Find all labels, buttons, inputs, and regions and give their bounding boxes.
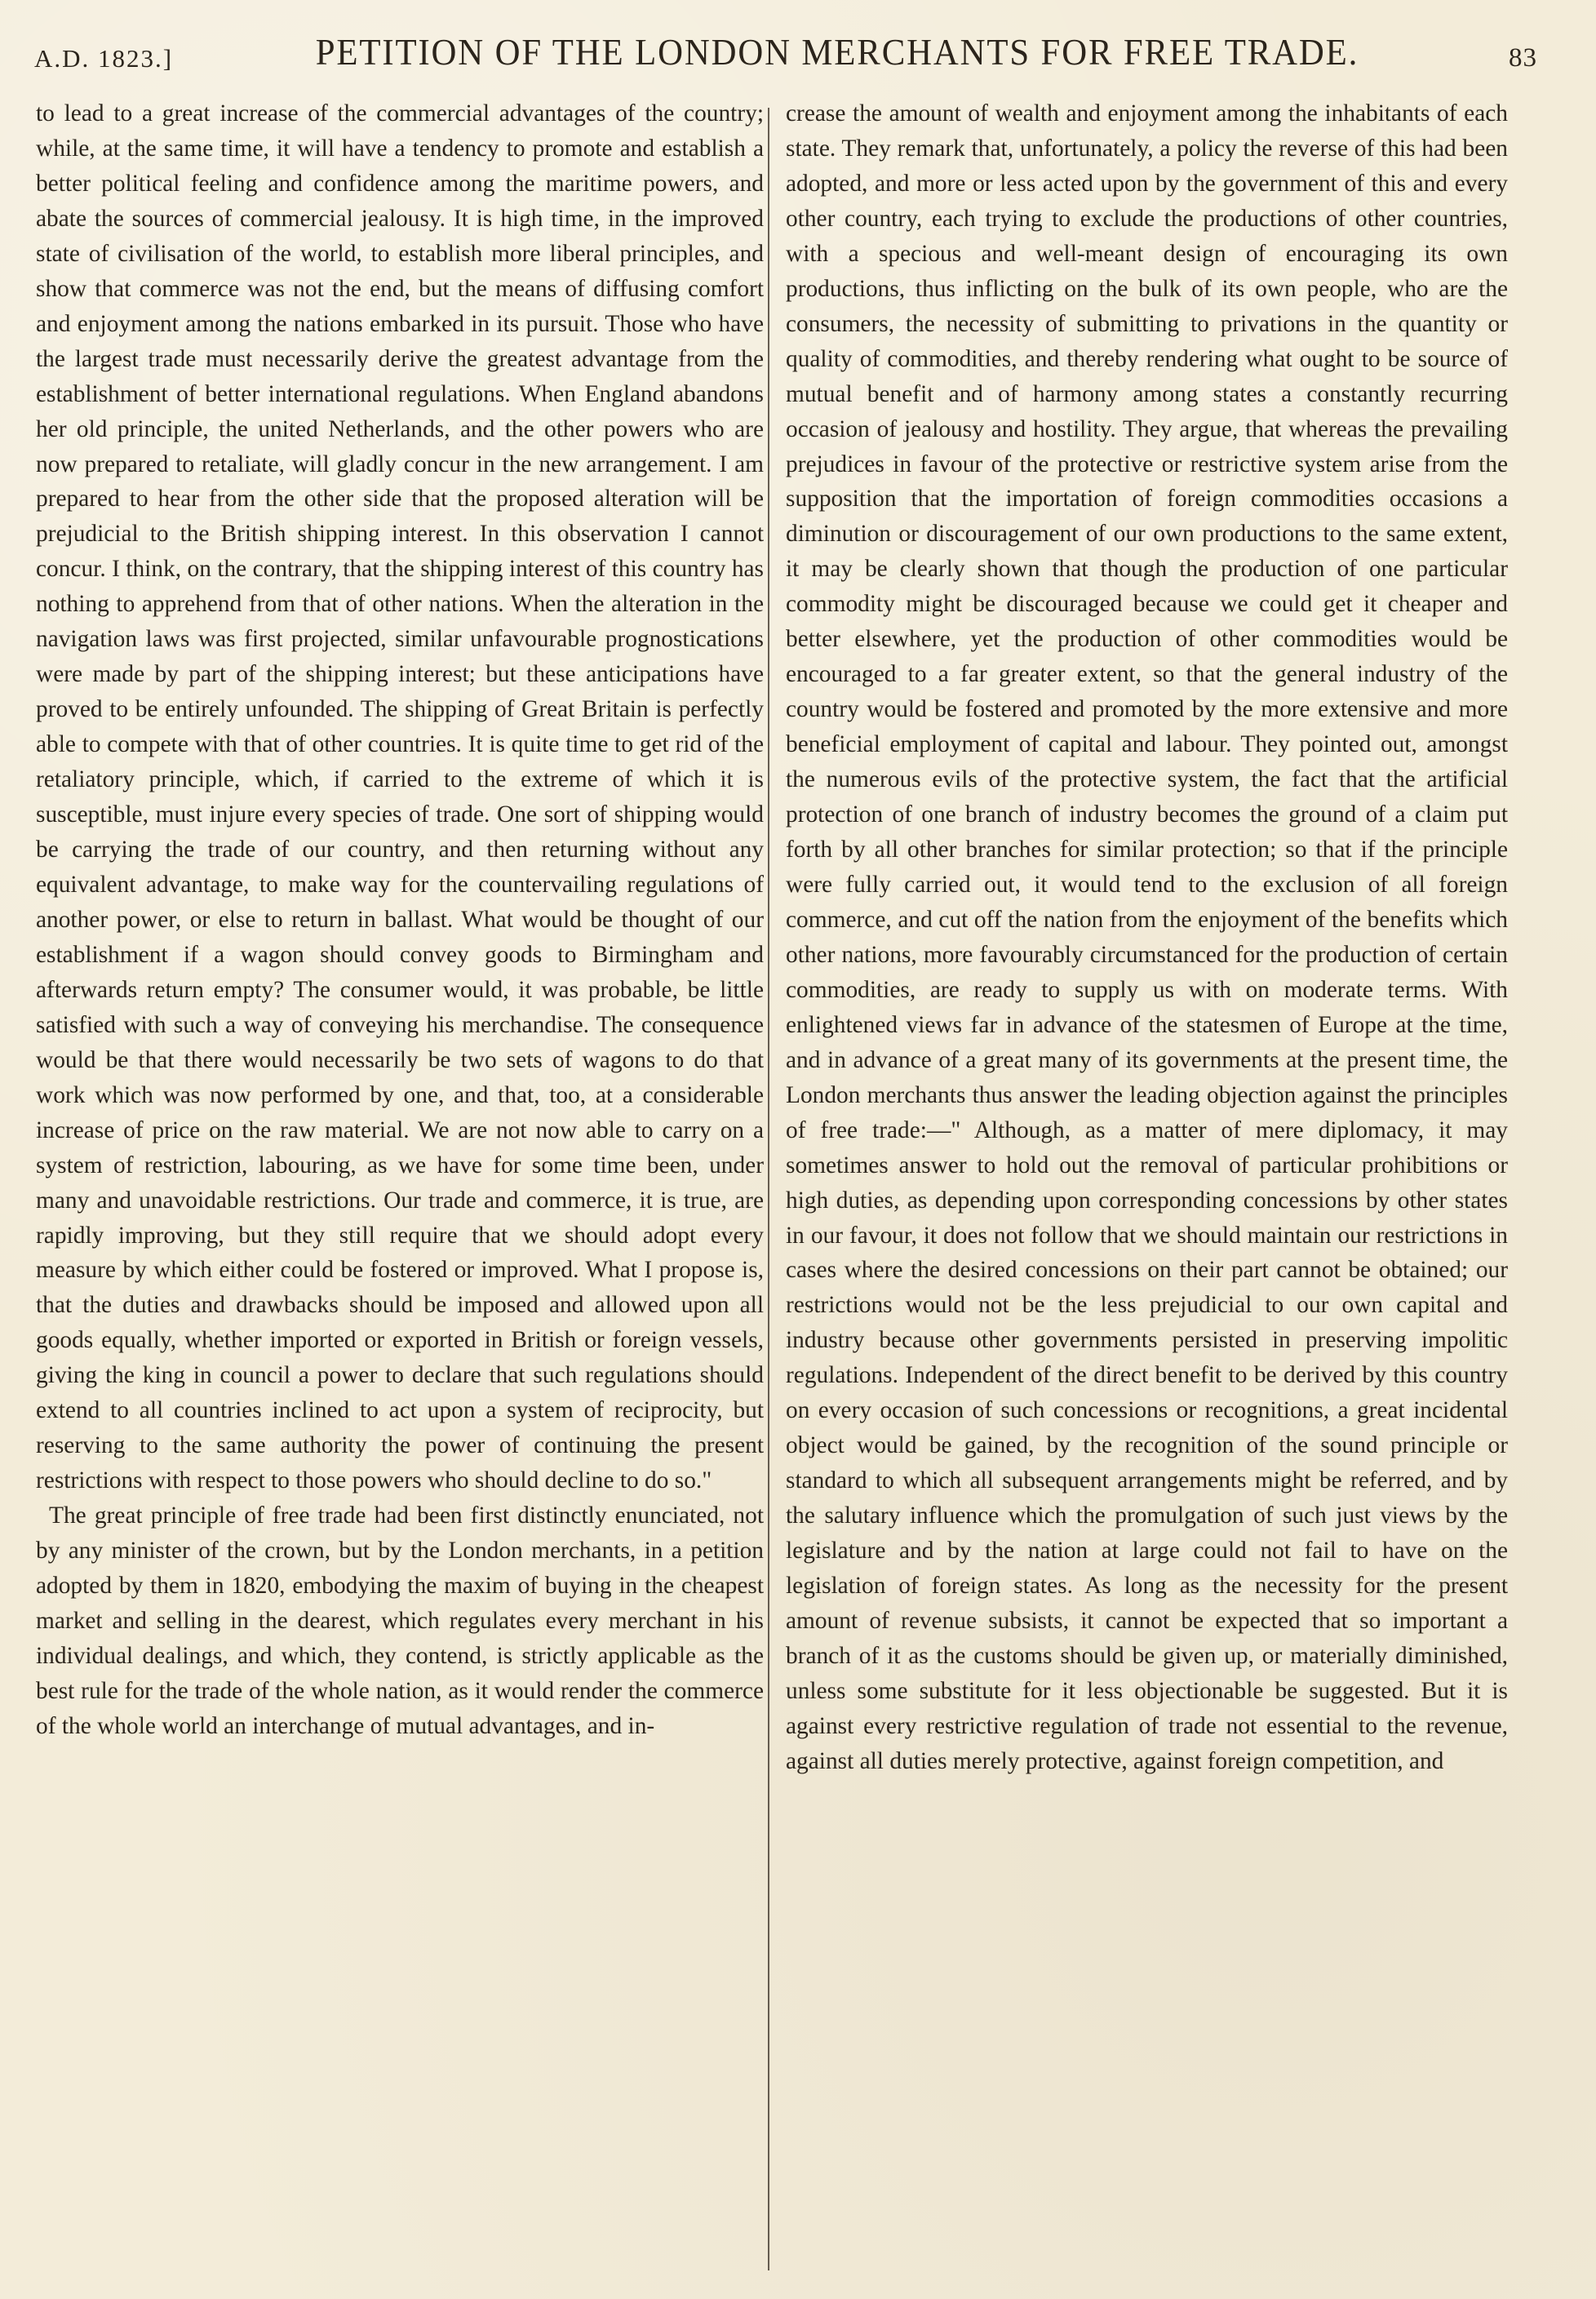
column-divider <box>768 108 769 2270</box>
right-text-column <box>786 96 1508 1779</box>
left-text-column <box>36 96 764 1744</box>
left-paragraph-2: The great principle of free trade had been first distinctly enunciated, not by any minister of the crown, but by the London merchants, in a petition adopted by them in 1820, embodying the maxim of buying in the cheapest market and selling in the dearest, which regulates every merchant in his individual dealings, and which, they contend, is strictly applicable as the best rule for the trade of the whole nation, as it would render the commerce of the whole world an interchange of mutual advantages, and in- <box>36 1502 764 1739</box>
year-heading: A.D. 1823.] <box>34 44 174 73</box>
running-title: PETITION OF THE LONDON MERCHANTS FOR FREE TRADE. <box>315 31 1359 73</box>
left-paragraph-1: to lead to a great increase of the commercial advantages of the country; while, at the same time, it will have a tendency to promote and establish a better political feeling and confidence among the maritime powers, and abate the sources of commercial jealousy. It is high time, in the improved state of civilisation of the world, to establish more liberal principles, and show that commerce was not the end, but the means of diffusing comfort and enjoyment among the nations embarked in its pursuit. Those who have the largest trade must necessarily derive the greatest advantage from the establishment of better international regulations. When England abandons her old principle, the united Netherlands, and the other powers who are now prepared to retaliate, will gladly concur in the new arrangement. I am prepared to hear from the other side that the proposed alteration will be prejudicial to the British shipping interest. In this observation I cannot concur. I think, on the contrary, that the shipping interest of this country has nothing to apprehend from that of other nations. When the alteration in the navigation laws was first projected, similar unfavourable prognostications were made by part of the shipping interest; but these anticipations have proved to be entirely unfounded. The shipping of Great Britain is perfectly able to compete with that of other countries. It is quite time to get rid of the retaliatory principle, which, if carried to the extreme of which it is susceptible, must injure every species of trade. One sort of shipping would be carrying the trade of our country, and then returning without any equivalent advantage, to make way for the countervailing regulations of another power, or else to return in ballast. What would be thought of our establishment if a wagon should convey goods to Birmingham and afterwards return empty? The consumer would, it was probable, be little satisfied with such a way of conveying his merchandise. The consequence would be that there would necessarily be two sets of wagons to do that work which was now performed by one, and that, too, at a considerable increase of price on the raw material. We are not now able to carry on a system of restriction, labouring, as we have for some time been, under many and unavoidable restrictions. Our trade and commerce, it is true, are rapidly improving, but they still require that we should adopt every measure by which either could be fostered or improved. What I propose is, that the duties and drawbacks should be imposed and allowed upon all goods equally, whether imported or exported in British or foreign vessels, giving the king in council a power to declare that such regulations should extend to all countries inclined to act upon a system of reciprocity, but reserving to the same authority the power of continuing the present restrictions with respect to those powers who should decline to do so." <box>36 100 764 1494</box>
page-header <box>34 18 1537 73</box>
page-number: 83 <box>1509 43 1537 73</box>
right-paragraph-1: crease the amount of wealth and enjoyment among the inhabitants of each state. They remark that, unfortunately, a policy the reverse of this had been adopted, and more or less acted upon by the government of this and every other country, each trying to exclude the productions of other countries, with a specious and well-meant design of encouraging its own productions, thus inflicting on the bulk of its own people, who are the consumers, the necessity of submitting to privations in the quantity or quality of commodities, and thereby rendering what ought to be source of mutual benefit and of harmony among states a constantly recurring occasion of jealousy and hostility. They argue, that whereas the prevailing prejudices in favour of the protective or restrictive system arise from the supposition that the importation of foreign commodities occasions a diminution or discouragement of our own productions to the same extent, it may be clearly shown that though the production of one particular commodity might be discouraged because we could get it cheaper and better elsewhere, yet the production of other commodities would be encouraged to a far greater extent, so that the general industry of the country would be fostered and promoted by the more extensive and more beneficial employment of capital and labour. They pointed out, amongst the numerous evils of the protective system, the fact that the artificial protection of one branch of industry becomes the ground of a claim put forth by all other branches for similar protection; so that if the principle were fully carried out, it would tend to the exclusion of all foreign commerce, and cut off the nation from the enjoyment of the benefits which other nations, more favourably circumstanced for the production of certain commodities, are ready to supply us with on moderate terms. With enlightened views far in advance of the statesmen of Europe at the time, and in advance of a great many of its governments at the present time, the London merchants thus answer the leading objection against the principles of free trade:—" Although, as a matter of mere diplomacy, it may sometimes answer to hold out the removal of particular prohibitions or high duties, as depending upon corresponding concessions by other states in our favour, it does not follow that we should maintain our restrictions in cases where the desired concessions on their part cannot be obtained; our restrictions would not be the less prejudicial to our own capital and industry because other governments persisted in preserving impolitic regulations. Independent of the direct benefit to be derived by this country on every occasion of such concessions or recognitions, a great incidental object would be gained, by the recognition of the sound principle or standard to which all subsequent arrangements might be referred, and by the salutary influence which the promulgation of such just views by the legislature and by the nation at large could not fail to have on the legislation of foreign states. As long as the necessity for the present amount of revenue subsists, it cannot be expected that so important a branch of it as the customs should be given up, or materially diminished, unless some substitute for it less objectionable be suggested. But it is against every restrictive regulation of trade not essential to the revenue, against all duties merely protective, against foreign competition, and <box>786 100 1508 1774</box>
